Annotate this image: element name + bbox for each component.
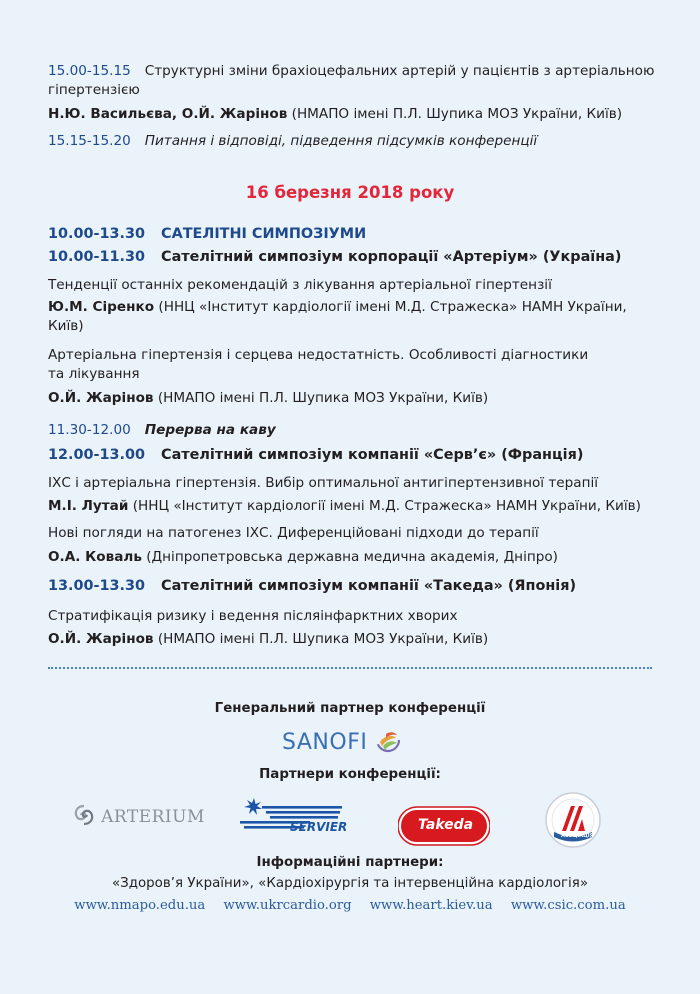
symposium-title: Сателітний симпозіум компанії «Серв’є» (Франція) [161,447,584,463]
speaker-affiliation: (ННЦ «Інститут кардіології імені М.Д. Стражеска» НАМН України, [154,299,627,315]
symposium-heading [48,577,576,596]
date-heading: 16 березня 2018 року [245,183,455,202]
association-logo [544,791,602,853]
link-ukrcardio[interactable]: www.ukrcardio.org [223,898,352,913]
partners-heading: Партнери конференції: [259,767,441,782]
symposium-title: Сателітний симпозіум компанії «Такеда» (Японія) [161,578,577,594]
program-item [48,62,654,81]
sanofi-bird-icon [374,726,402,754]
symposium-title: Сателітний симпозіум корпорації «Артеріум» (Україна) [161,249,622,265]
symposium-heading [48,446,583,465]
item-speaker-line [48,630,488,649]
association-emblem-icon [544,791,602,849]
talk-title: Артеріальна гіпертензія і серцева недостатність. Особливості діагностики [48,347,589,363]
takeda-logo [398,805,490,847]
sanofi-logo-text: SANOFI [282,730,368,755]
item-speaker-line [48,298,627,317]
servier-logo-text: SERVIER [290,820,348,834]
link-heart-kiev[interactable]: www.heart.kiev.ua [369,898,493,913]
link-csic[interactable]: www.csic.com.ua [510,898,626,913]
speaker-name: О.А. Коваль [48,549,142,565]
general-partner-heading: Генеральний партнер конференції [214,701,486,716]
item-speaker-line [48,389,488,408]
talk-title-continuation: та лікування [48,366,140,382]
item-title-continuation: гіпертензією [48,82,140,98]
break-title: Перерва на каву [144,422,276,438]
item-time: 11.30-12.00 [48,422,131,438]
talk-title: Тенденції останніх рекомендацій з лікування артеріальної гіпертензії [48,277,552,293]
speaker-name: Ю.М. Сіренко [48,299,155,315]
item-title: Структурні зміни брахіоцефальних артерій у пацієнтів з артеріальною [144,63,655,79]
talk-title: ІХС і артеріальна гіпертензія. Вибір оптимальної антигіпертензивної терапії [48,475,599,491]
program-item [48,132,537,151]
speaker-affiliation-continuation: Київ) [48,318,84,334]
talk-title: Стратифікація ризику і ведення післяінфарктних хворих [48,608,458,624]
association-ribbon-text: АСОЦІАЦІЯ [561,833,594,839]
partner-links [0,898,700,913]
link-nmapo[interactable]: www.nmapo.edu.ua [74,898,206,913]
symposium-heading [48,248,621,267]
speaker-name: М.І. Лутай [48,498,129,514]
talk-title: Нові погляди на патогенез ІХС. Диференційовані підходи до терапії [48,525,539,541]
item-time: 10.00-11.30 [48,249,146,265]
speaker-affiliation: (ННЦ «Інститут кардіології імені М.Д. Стражеска» НАМН України, Київ) [128,498,641,514]
break-item [48,421,276,440]
item-speaker-line [48,105,622,124]
section-heading [48,225,366,244]
servier-logo [240,796,352,840]
speaker-affiliation: (НМАПО імені П.Л. Шупика МОЗ України, Київ) [287,106,623,122]
speaker-affiliation: (НМАПО імені П.Л. Шупика МОЗ України, Київ) [153,390,489,406]
speaker-name: О.Й. Жарінов [48,631,154,647]
item-speaker-line [48,548,558,567]
info-partners-heading: Інформаційні партнери: [256,855,444,870]
speaker-name: Н.Ю. Васильєва, О.Й. Жарінов [48,106,288,122]
takeda-logo-text: Takeda [418,817,474,833]
item-title: Питання і відповіді, підведення підсумків конференції [144,133,538,149]
item-time: 15.15-15.20 [48,133,131,149]
arterium-logo [72,804,205,827]
info-partners-text: «Здоров’я України», «Кардіохірургія та інтервенційна кардіологія» [111,876,589,891]
item-speaker-line [48,497,641,516]
speaker-affiliation: (НМАПО імені П.Л. Шупика МОЗ України, Київ) [153,631,489,647]
section-title: САТЕЛІТНІ СИМПОЗІУМИ [161,226,367,242]
sanofi-logo [282,726,402,755]
item-time: 12.00-13.00 [48,447,146,463]
arterium-swirl-icon [72,804,96,826]
item-time: 10.00-13.30 [48,226,146,242]
dotted-divider [48,667,652,669]
item-time: 13.00-13.30 [48,578,146,594]
speaker-name: О.Й. Жарінов [48,390,154,406]
item-time: 15.00-15.15 [48,63,131,79]
speaker-affiliation: (Дніпропетровська державна медична академія, Дніпро) [141,549,558,565]
arterium-logo-text: ARTERIUM [101,807,205,827]
